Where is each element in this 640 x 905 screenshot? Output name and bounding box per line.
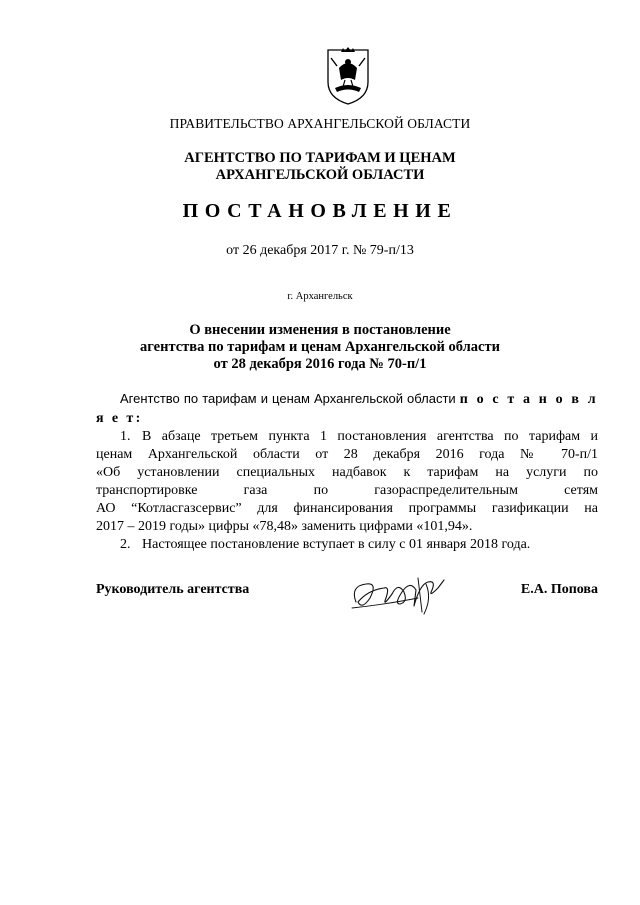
- government-name: ПРАВИТЕЛЬСТВО АРХАНГЕЛЬСКОЙ ОБЛАСТИ: [169, 116, 471, 131]
- document-type: ПОСТАНОВЛЕНИЕ: [182, 200, 458, 222]
- item1-line6: 2017 – 2019 годы» цифры «78,48» заменить цифрами «101,94».: [96, 519, 473, 534]
- item2-number: 2.: [120, 537, 131, 552]
- item1-number: 1.: [120, 429, 131, 444]
- item1-first-line: [96, 428, 598, 446]
- signatory-name: Е.А. Попова: [520, 582, 598, 597]
- agency-name-line1: АГЕНТСТВО ПО ТАРИФАМ И ЦЕНАМ: [184, 150, 456, 166]
- document-body: [96, 390, 598, 554]
- item1-line4: транспортировке газа по газораспределительным сетям: [96, 483, 598, 498]
- intro-paragraph: [96, 390, 598, 428]
- agency-name: [0, 150, 640, 184]
- signature-icon: [348, 568, 456, 622]
- subject-line3: от 28 декабря 2016 года № 70-п/1: [213, 356, 427, 372]
- document-subject: [0, 322, 640, 373]
- item2-text: Настоящее постановление вступает в силу с 01 января 2018 года.: [142, 537, 531, 552]
- document-city: г. Архангельск: [287, 291, 353, 302]
- item1-line2: ценам Архангельской области от 28 декабря 2016 года № 70-п/1: [96, 447, 598, 462]
- item1-line1: В абзаце третьем пункта 1 постановления агентства по тарифам и: [142, 429, 598, 444]
- item1-line3: «Об установлении специальных надбавок к тарифам на услуги по: [96, 465, 598, 480]
- intro-text: Агентство по тарифам и ценам Архангельской области: [120, 391, 460, 406]
- coat-of-arms-icon: [325, 46, 371, 106]
- document-date-number: от 26 декабря 2017 г. № 79-п/13: [226, 243, 414, 258]
- subject-line2: агентства по тарифам и ценам Архангельской области: [140, 339, 500, 355]
- signatory-title: Руководитель агентства: [96, 582, 250, 597]
- item1-line5: АО “Котласгазсервис” для финансирования программы газификации на: [96, 501, 598, 516]
- agency-name-line2: АРХАНГЕЛЬСКОЙ ОБЛАСТИ: [215, 167, 425, 183]
- signature-block: [96, 574, 598, 624]
- item2-paragraph: [96, 536, 598, 554]
- subject-line1: О внесении изменения в постановление: [189, 322, 451, 338]
- intro-keyword: п о с т а н о в л я е т:: [96, 392, 598, 426]
